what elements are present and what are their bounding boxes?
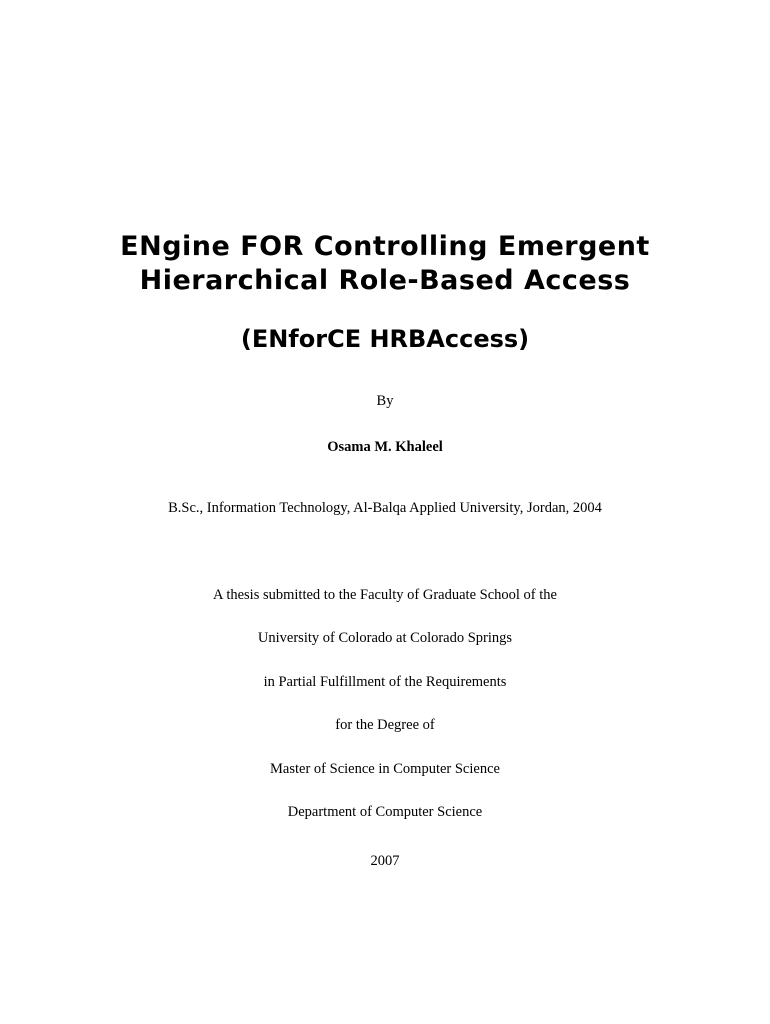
- thesis-title-line-2: Hierarchical Role-Based Access: [139, 265, 631, 296]
- department-name: Department of Computer Science: [287, 804, 483, 820]
- submission-year: 2007: [370, 853, 400, 869]
- thesis-title-line-1: ENgine FOR Controlling Emergent: [120, 231, 650, 262]
- byline-by: By: [376, 393, 394, 409]
- degree-name: Master of Science in Computer Science: [270, 761, 500, 777]
- thesis-acronym: (ENforCE HRBAccess): [240, 325, 530, 353]
- prior-degree: B.Sc., Information Technology, Al-Balqa Applied University, Jordan, 2004: [168, 500, 602, 516]
- submission-line-2: University of Colorado at Colorado Springs: [257, 630, 513, 646]
- author-name: Osama M. Khaleel: [327, 439, 443, 455]
- submission-line-3: in Partial Fulfillment of the Requirements: [263, 674, 507, 690]
- submission-line-4: for the Degree of: [335, 717, 435, 733]
- submission-line-1: A thesis submitted to the Faculty of Graduate School of the: [213, 587, 557, 603]
